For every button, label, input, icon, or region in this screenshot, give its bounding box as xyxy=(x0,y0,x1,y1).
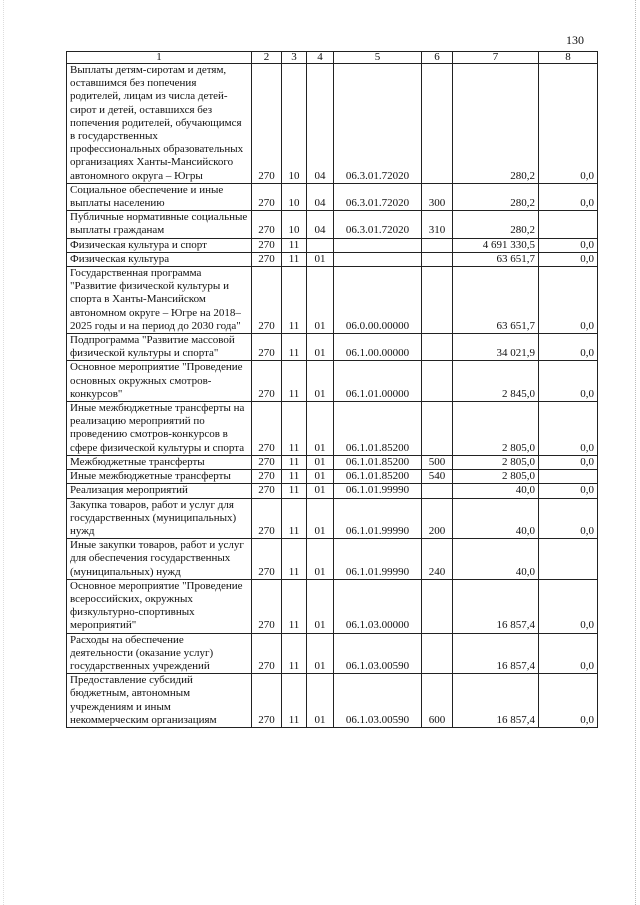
subsection-code-cell: 01 xyxy=(307,498,334,539)
ministry-code-cell: 270 xyxy=(252,238,282,252)
table-row xyxy=(67,64,598,184)
table-row xyxy=(67,633,598,674)
amount-extra-cell: 0,0 xyxy=(539,334,598,361)
header-cell: 3 xyxy=(282,52,307,64)
header-row xyxy=(67,52,598,64)
expense-type-cell: 200 xyxy=(422,498,453,539)
table-row xyxy=(67,484,598,498)
target-article-cell: 06.3.01.72020 xyxy=(334,64,422,184)
table-row xyxy=(67,211,598,238)
header-cell: 5 xyxy=(334,52,422,64)
expense-type-cell xyxy=(422,252,453,266)
section-code-cell: 11 xyxy=(282,252,307,266)
row-name-cell: Иные межбюджетные трансферты xyxy=(67,470,252,484)
expense-type-cell xyxy=(422,64,453,184)
page-number: 130 xyxy=(566,33,584,47)
amount-extra-cell: 0,0 xyxy=(539,252,598,266)
ministry-code-cell: 270 xyxy=(252,64,282,184)
ministry-code-cell: 270 xyxy=(252,455,282,469)
table-row xyxy=(67,498,598,539)
section-code-cell: 11 xyxy=(282,633,307,674)
subsection-code-cell: 01 xyxy=(307,361,334,402)
subsection-code-cell: 04 xyxy=(307,64,334,184)
section-code-cell: 11 xyxy=(282,455,307,469)
ministry-code-cell: 270 xyxy=(252,484,282,498)
table-row xyxy=(67,470,598,484)
amount-cell: 40,0 xyxy=(453,539,539,580)
amount-cell: 280,2 xyxy=(453,64,539,184)
subsection-code-cell: 04 xyxy=(307,211,334,238)
amount-extra-cell: 0,0 xyxy=(539,633,598,674)
amount-extra-cell: 0,0 xyxy=(539,183,598,210)
amount-cell: 280,2 xyxy=(453,211,539,238)
row-name-cell: Выплаты детям-сиротам и детям, оставшимся без попечения родителей, лицам из числа детей-сирот и детей, оставшихся без попечения родителей, обучающимся в государственных профессиональных образовательных организациях Ханты-Мансийского автономного округа – Югры xyxy=(67,64,252,184)
amount-extra-cell xyxy=(539,211,598,238)
amount-extra-cell: 0,0 xyxy=(539,579,598,633)
subsection-code-cell: 01 xyxy=(307,267,334,334)
section-code-cell: 11 xyxy=(282,539,307,580)
ministry-code-cell: 270 xyxy=(252,334,282,361)
ministry-code-cell: 270 xyxy=(252,470,282,484)
row-name-cell: Основное мероприятие "Проведение всероссийских, окружных физкультурно-спортивных мероприятий" xyxy=(67,579,252,633)
table-row xyxy=(67,252,598,266)
row-name-cell: Подпрограмма "Развитие массовой физической культуры и спорта" xyxy=(67,334,252,361)
subsection-code-cell: 01 xyxy=(307,539,334,580)
row-name-cell: Публичные нормативные социальные выплаты гражданам xyxy=(67,211,252,238)
row-name-cell: Физическая культура xyxy=(67,252,252,266)
amount-cell: 34 021,9 xyxy=(453,334,539,361)
expense-type-cell xyxy=(422,267,453,334)
subsection-code-cell: 01 xyxy=(307,579,334,633)
amount-extra-cell: 0,0 xyxy=(539,64,598,184)
section-code-cell: 11 xyxy=(282,470,307,484)
header-cell: 1 xyxy=(67,52,252,64)
row-name-cell: Основное мероприятие "Проведение основных окружных смотров-конкурсов" xyxy=(67,361,252,402)
amount-extra-cell xyxy=(539,539,598,580)
table-row xyxy=(67,267,598,334)
amount-cell: 16 857,4 xyxy=(453,633,539,674)
section-code-cell: 11 xyxy=(282,402,307,456)
table-row xyxy=(67,455,598,469)
expense-type-cell xyxy=(422,633,453,674)
target-article-cell: 06.1.00.00000 xyxy=(334,334,422,361)
amount-extra-cell: 0,0 xyxy=(539,267,598,334)
expense-type-cell: 500 xyxy=(422,455,453,469)
expense-type-cell: 310 xyxy=(422,211,453,238)
amount-cell: 16 857,4 xyxy=(453,579,539,633)
subsection-code-cell: 01 xyxy=(307,334,334,361)
expense-type-cell xyxy=(422,579,453,633)
ministry-code-cell: 270 xyxy=(252,211,282,238)
table-row xyxy=(67,361,598,402)
amount-cell: 4 691 330,5 xyxy=(453,238,539,252)
target-article-cell: 06.3.01.72020 xyxy=(334,211,422,238)
header-cell: 2 xyxy=(252,52,282,64)
target-article-cell: 06.1.01.99990 xyxy=(334,484,422,498)
expense-type-cell: 240 xyxy=(422,539,453,580)
subsection-code-cell: 01 xyxy=(307,470,334,484)
row-name-cell: Предоставление субсидий бюджетным, автономным учреждениям и иным некоммерческим организациям xyxy=(67,674,252,728)
section-code-cell: 11 xyxy=(282,498,307,539)
amount-cell: 63 651,7 xyxy=(453,267,539,334)
row-name-cell: Иные межбюджетные трансферты на реализацию мероприятий по проведению смотров-конкурсов в сфере физической культуры и спорта xyxy=(67,402,252,456)
ministry-code-cell: 270 xyxy=(252,183,282,210)
table-row xyxy=(67,579,598,633)
subsection-code-cell xyxy=(307,238,334,252)
ministry-code-cell: 270 xyxy=(252,579,282,633)
target-article-cell: 06.1.01.85200 xyxy=(334,455,422,469)
amount-cell: 63 651,7 xyxy=(453,252,539,266)
expense-type-cell xyxy=(422,402,453,456)
table-row xyxy=(67,402,598,456)
amount-cell: 2 805,0 xyxy=(453,455,539,469)
subsection-code-cell: 01 xyxy=(307,633,334,674)
section-code-cell: 11 xyxy=(282,361,307,402)
target-article-cell: 06.1.01.00000 xyxy=(334,361,422,402)
ministry-code-cell: 270 xyxy=(252,539,282,580)
section-code-cell: 11 xyxy=(282,334,307,361)
subsection-code-cell: 01 xyxy=(307,484,334,498)
section-code-cell: 10 xyxy=(282,211,307,238)
expense-type-cell xyxy=(422,484,453,498)
amount-extra-cell: 0,0 xyxy=(539,674,598,728)
table-row xyxy=(67,334,598,361)
amount-extra-cell: 0,0 xyxy=(539,455,598,469)
ministry-code-cell: 270 xyxy=(252,267,282,334)
target-article-cell: 06.1.03.00590 xyxy=(334,674,422,728)
table-row xyxy=(67,539,598,580)
target-article-cell: 06.1.03.00000 xyxy=(334,579,422,633)
row-name-cell: Иные закупки товаров, работ и услуг для обеспечения государственных (муниципальных) нужд xyxy=(67,539,252,580)
section-code-cell: 11 xyxy=(282,579,307,633)
amount-cell: 16 857,4 xyxy=(453,674,539,728)
target-article-cell xyxy=(334,252,422,266)
target-article-cell: 06.1.01.85200 xyxy=(334,402,422,456)
expense-type-cell xyxy=(422,361,453,402)
amount-cell: 280,2 xyxy=(453,183,539,210)
amount-extra-cell xyxy=(539,470,598,484)
expense-type-cell xyxy=(422,334,453,361)
amount-cell: 2 805,0 xyxy=(453,402,539,456)
target-article-cell: 06.0.00.00000 xyxy=(334,267,422,334)
section-code-cell: 11 xyxy=(282,267,307,334)
subsection-code-cell: 01 xyxy=(307,402,334,456)
amount-extra-cell: 0,0 xyxy=(539,402,598,456)
section-code-cell: 11 xyxy=(282,674,307,728)
target-article-cell: 06.1.01.85200 xyxy=(334,470,422,484)
header-cell: 8 xyxy=(539,52,598,64)
amount-extra-cell: 0,0 xyxy=(539,361,598,402)
header-cell: 4 xyxy=(307,52,334,64)
amount-cell: 40,0 xyxy=(453,484,539,498)
subsection-code-cell: 01 xyxy=(307,252,334,266)
row-name-cell: Физическая культура и спорт xyxy=(67,238,252,252)
ministry-code-cell: 270 xyxy=(252,498,282,539)
table-header xyxy=(67,52,598,64)
row-name-cell: Закупка товаров, работ и услуг для государственных (муниципальных) нужд xyxy=(67,498,252,539)
scan-edge-right xyxy=(633,0,636,905)
header-cell: 7 xyxy=(453,52,539,64)
section-code-cell: 10 xyxy=(282,64,307,184)
section-code-cell: 10 xyxy=(282,183,307,210)
row-name-cell: Расходы на обеспечение деятельности (оказание услуг) государственных учреждений xyxy=(67,633,252,674)
ministry-code-cell: 270 xyxy=(252,402,282,456)
expense-type-cell: 540 xyxy=(422,470,453,484)
target-article-cell: 06.1.03.00590 xyxy=(334,633,422,674)
amount-cell: 2 805,0 xyxy=(453,470,539,484)
target-article-cell: 06.3.01.72020 xyxy=(334,183,422,210)
target-article-cell: 06.1.01.99990 xyxy=(334,539,422,580)
table-row xyxy=(67,674,598,728)
ministry-code-cell: 270 xyxy=(252,252,282,266)
amount-extra-cell: 0,0 xyxy=(539,238,598,252)
budget-table xyxy=(66,51,598,728)
subsection-code-cell: 04 xyxy=(307,183,334,210)
ministry-code-cell: 270 xyxy=(252,633,282,674)
target-article-cell: 06.1.01.99990 xyxy=(334,498,422,539)
amount-extra-cell: 0,0 xyxy=(539,484,598,498)
table-body xyxy=(67,64,598,728)
header-cell: 6 xyxy=(422,52,453,64)
amount-cell: 40,0 xyxy=(453,498,539,539)
table-row xyxy=(67,238,598,252)
amount-extra-cell: 0,0 xyxy=(539,498,598,539)
target-article-cell xyxy=(334,238,422,252)
amount-cell: 2 845,0 xyxy=(453,361,539,402)
row-name-cell: Социальное обеспечение и иные выплаты населению xyxy=(67,183,252,210)
scan-edge-left xyxy=(3,0,6,905)
expense-type-cell xyxy=(422,238,453,252)
expense-type-cell: 600 xyxy=(422,674,453,728)
row-name-cell: Реализация мероприятий xyxy=(67,484,252,498)
table-row xyxy=(67,183,598,210)
ministry-code-cell: 270 xyxy=(252,674,282,728)
row-name-cell: Государственная программа "Развитие физической культуры и спорта в Ханты-Мансийском автономном округе – Югре на 2018–2025 годы и на период до 2030 года" xyxy=(67,267,252,334)
subsection-code-cell: 01 xyxy=(307,455,334,469)
expense-type-cell: 300 xyxy=(422,183,453,210)
section-code-cell: 11 xyxy=(282,238,307,252)
ministry-code-cell: 270 xyxy=(252,361,282,402)
row-name-cell: Межбюджетные трансферты xyxy=(67,455,252,469)
subsection-code-cell: 01 xyxy=(307,674,334,728)
section-code-cell: 11 xyxy=(282,484,307,498)
